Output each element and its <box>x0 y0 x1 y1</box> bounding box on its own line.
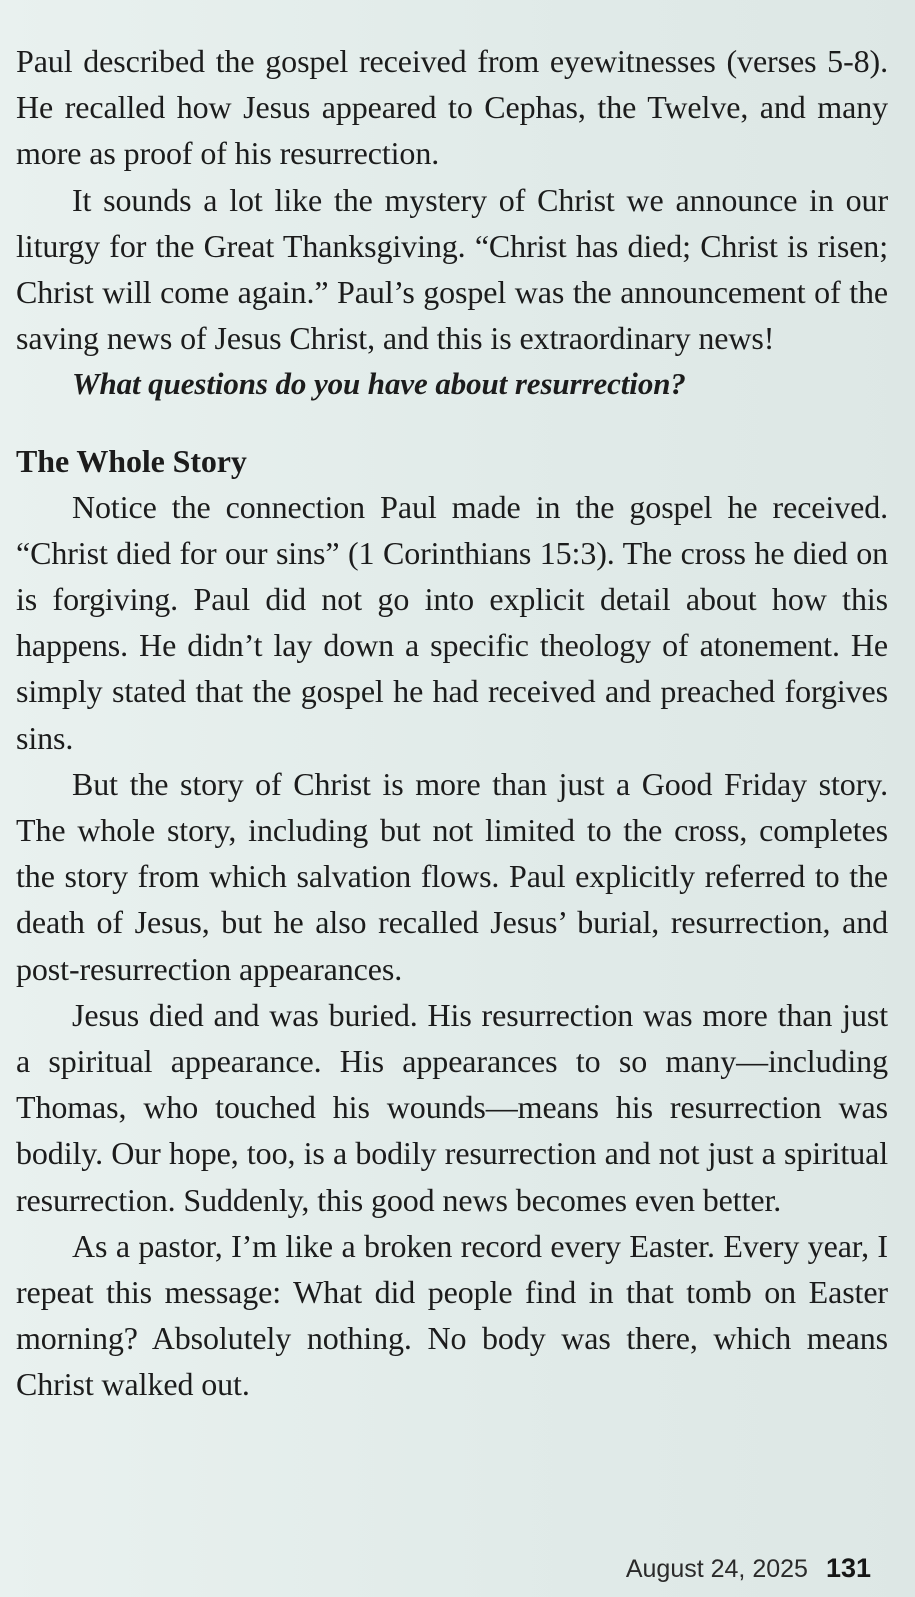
body-paragraph-eyewitnesses: Paul described the gospel received from eyewitnesses (verses 5-8). He recalled how Jesus appeared to Cephas, the Twelve, and many more as proof of his resurrection. <box>16 43 888 172</box>
body-paragraph-mystery-of-christ: It sounds a lot like the mystery of Christ we announce in our liturgy for the Great Thanksgiving. “Christ has died; Christ is risen; Christ will come again.” Paul’s gospel was the announcement of the saving news of Jesus Christ, and this is extraordinary news! <box>16 181 888 357</box>
section-heading: The Whole Story <box>16 442 247 479</box>
section-paragraph-bodily-resurrection: Jesus died and was buried. His resurrection was more than just a spiritual appearance. His appearances to so many—including Thomas, who touched his wounds—means his resurrection was bodily. Our hope, too, is a bodily resurrection and not just a spiritual resurrection. Suddenly, this good news becomes even better. <box>16 996 888 1218</box>
reflection-question: What questions do you have about resurrection? <box>72 366 686 402</box>
page-number: 131 <box>825 1553 871 1583</box>
footer-date: August 24, 2025 <box>625 1555 808 1583</box>
section-paragraph-connection: Notice the connection Paul made in the gospel he received. “Christ died for our sins” (1 Corinthians 15:3). The cross he died on is forgiving. Paul did not go into explicit detail about how this happens. He didn’t lay down a specific theology of atonement. He simply stated that the gospel he had received and preached forgives sins. <box>16 488 888 756</box>
section-paragraph-whole-story: But the story of Christ is more than just a Good Friday story. The whole story, including but not limited to the cross, completes the story from which salvation flows. Paul explicitly referred to the death of Jesus, but he also recalled Jesus’ burial, resurrection, and post-resurrection appearances. <box>16 765 888 987</box>
page-footer <box>626 1553 871 1589</box>
section-paragraph-easter-message: As a pastor, I’m like a broken record every Easter. Every year, I repeat this message: What did people find in that tomb on Easter morning? Absolutely nothing. No body was there, which means Christ walked out. <box>16 1227 888 1403</box>
page-body <box>16 38 888 1408</box>
